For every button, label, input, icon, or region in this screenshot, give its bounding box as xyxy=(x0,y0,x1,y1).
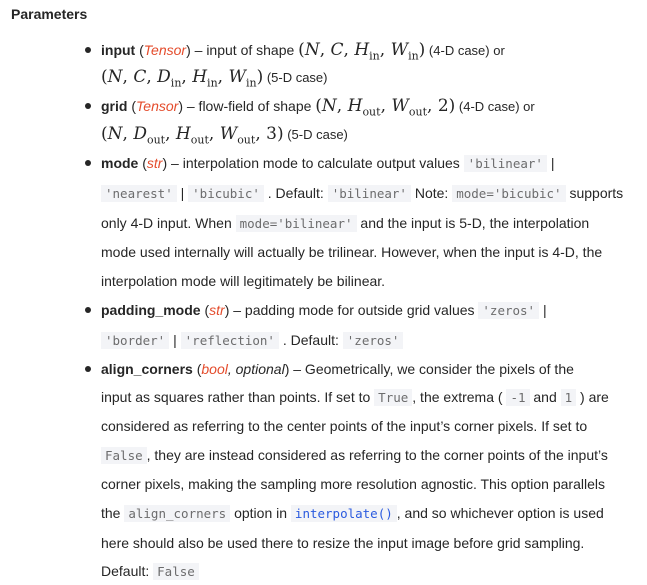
code-true: True xyxy=(374,389,412,406)
desc-text: only 4-D input. When xyxy=(101,215,236,231)
param-align-line-8 xyxy=(101,561,199,581)
code-default: 'zeros' xyxy=(343,332,404,349)
param-desc: – Geometrically, we consider the pixels of the xyxy=(289,361,574,377)
code-default: False xyxy=(153,563,199,580)
param-name: mode xyxy=(101,155,139,171)
desc-text: and xyxy=(529,389,561,405)
code-neg1: -1 xyxy=(506,389,529,406)
separator: | xyxy=(176,185,189,201)
section-title: Parameters xyxy=(11,6,88,22)
case-4d: (4-D case) or xyxy=(455,99,535,114)
desc-text: corner pixels, making the sampling more resolution agnostic. This option parallels xyxy=(101,476,605,492)
param-align-line-3 xyxy=(101,416,587,436)
param-desc: – padding mode for outside grid values xyxy=(229,302,479,318)
code-zeros: 'zeros' xyxy=(478,302,539,319)
param-mode-line-3 xyxy=(101,213,589,233)
param-type: Tensor xyxy=(143,42,187,58)
bullet-icon xyxy=(85,307,91,313)
case-5d: (5-D case) xyxy=(283,127,348,142)
note-label: Note: xyxy=(410,185,453,201)
code-nearest: 'nearest' xyxy=(101,185,177,202)
shape-5d-math: (N, C, $D_{in}$, $H_{in}$, $W_{in}$) xyxy=(101,67,264,90)
param-optional: , optional xyxy=(227,361,285,377)
desc-text: here should also be used there to resize the input image before grid sampling. xyxy=(101,535,585,551)
param-mode-line-4 xyxy=(101,242,602,262)
interpolate-link[interactable]: interpolate() xyxy=(291,505,397,522)
code-mode-bilinear: mode='bilinear' xyxy=(236,215,357,232)
param-type: str xyxy=(209,302,225,318)
desc-text: mode used internally will actually be trilinear. However, when the input is 4-D, the xyxy=(101,244,603,260)
code-border: 'border' xyxy=(101,332,169,349)
default-label: Default: xyxy=(101,563,154,579)
param-padding-line-2 xyxy=(101,330,403,350)
code-reflection: 'reflection' xyxy=(181,332,279,349)
code-mode-bicubic: mode='bicubic' xyxy=(452,185,565,202)
desc-text: , and so whichever option is used xyxy=(396,505,604,521)
separator: | xyxy=(546,155,555,171)
param-name: input xyxy=(101,42,136,58)
bullet-icon xyxy=(85,366,91,372)
desc-text: interpolation mode will legitimately be bilinear. xyxy=(101,273,386,289)
desc-text: , they are instead considered as referring to the corner points of the input’s xyxy=(146,447,608,463)
shape-4d-math: (N, C, $H_{in}$, $W_{in}$) xyxy=(298,40,426,63)
code-false: False xyxy=(101,447,147,464)
param-mode-line-1: mode (str) – interpolation mode to calculate output values 'bilinear' | xyxy=(101,155,555,171)
code-bicubic: 'bicubic' xyxy=(188,185,264,202)
param-align-line-1: align_corners (bool, optional) – Geometrically, we consider the pixels of the xyxy=(101,361,574,377)
param-align-line-7 xyxy=(101,533,584,553)
default-label: . Default: xyxy=(278,332,343,348)
param-align-line-4 xyxy=(101,445,608,465)
case-4d: (4-D case) or xyxy=(425,43,505,58)
param-input-line-2 xyxy=(101,67,328,90)
code-bilinear: 'bilinear' xyxy=(464,155,547,172)
param-grid-line-2 xyxy=(101,124,348,147)
param-align-line-6 xyxy=(101,503,604,523)
param-name: grid xyxy=(101,98,128,114)
desc-text: considered as referring to the center points of the input’s corner pixels. If set to xyxy=(101,418,588,434)
desc-text: and the input is 5-D, the interpolation xyxy=(356,215,590,231)
bullet-icon xyxy=(85,47,91,53)
param-align-line-2 xyxy=(101,387,609,407)
desc-text: supports xyxy=(565,185,624,201)
param-desc: – input of shape xyxy=(190,42,299,58)
separator: | xyxy=(539,302,547,318)
desc-text: input as squares rather than points. If set to xyxy=(101,389,375,405)
param-desc: – interpolation mode to calculate output values xyxy=(167,155,464,171)
param-align-line-5 xyxy=(101,474,605,494)
code-align-corners: align_corners xyxy=(124,505,230,522)
bullet-icon xyxy=(85,103,91,109)
code-1: 1 xyxy=(561,389,577,406)
separator: | xyxy=(169,332,181,348)
param-input-line-1: input (Tensor) – input of shape (N, C, $H_{in}$, $W_{in}$) (4-D case) or xyxy=(101,40,505,63)
bullet-icon xyxy=(85,160,91,166)
desc-text: option in xyxy=(230,505,291,521)
default-label: . Default: xyxy=(263,185,328,201)
param-name: align_corners xyxy=(101,361,193,377)
shape-4d-math: (N, $H_{out}$, $W_{out}$, 2) xyxy=(315,96,456,119)
param-grid-line-1: grid (Tensor) – flow-field of shape (N, $H_{out}$, $W_{out}$, 2) (4-D case) or xyxy=(101,96,535,119)
desc-text: the xyxy=(101,505,125,521)
shape-5d-math: (N, $D_{out}$, $H_{out}$, $W_{out}$, 3) xyxy=(101,124,284,147)
param-desc: – flow-field of shape xyxy=(182,98,316,114)
param-name: padding_mode xyxy=(101,302,201,318)
param-mode-line-5 xyxy=(101,271,385,291)
desc-text: , the extrema ( xyxy=(412,389,507,405)
param-padding-line-1: padding_mode (str) – padding mode for outside grid values 'zeros' | xyxy=(101,302,547,318)
param-type: Tensor xyxy=(136,98,179,114)
code-default: 'bilinear' xyxy=(328,185,411,202)
case-5d: (5-D case) xyxy=(263,70,328,85)
param-type: bool xyxy=(201,361,228,377)
param-type: str xyxy=(146,155,163,171)
param-mode-line-2 xyxy=(101,183,623,203)
desc-text: ) are xyxy=(576,389,609,405)
